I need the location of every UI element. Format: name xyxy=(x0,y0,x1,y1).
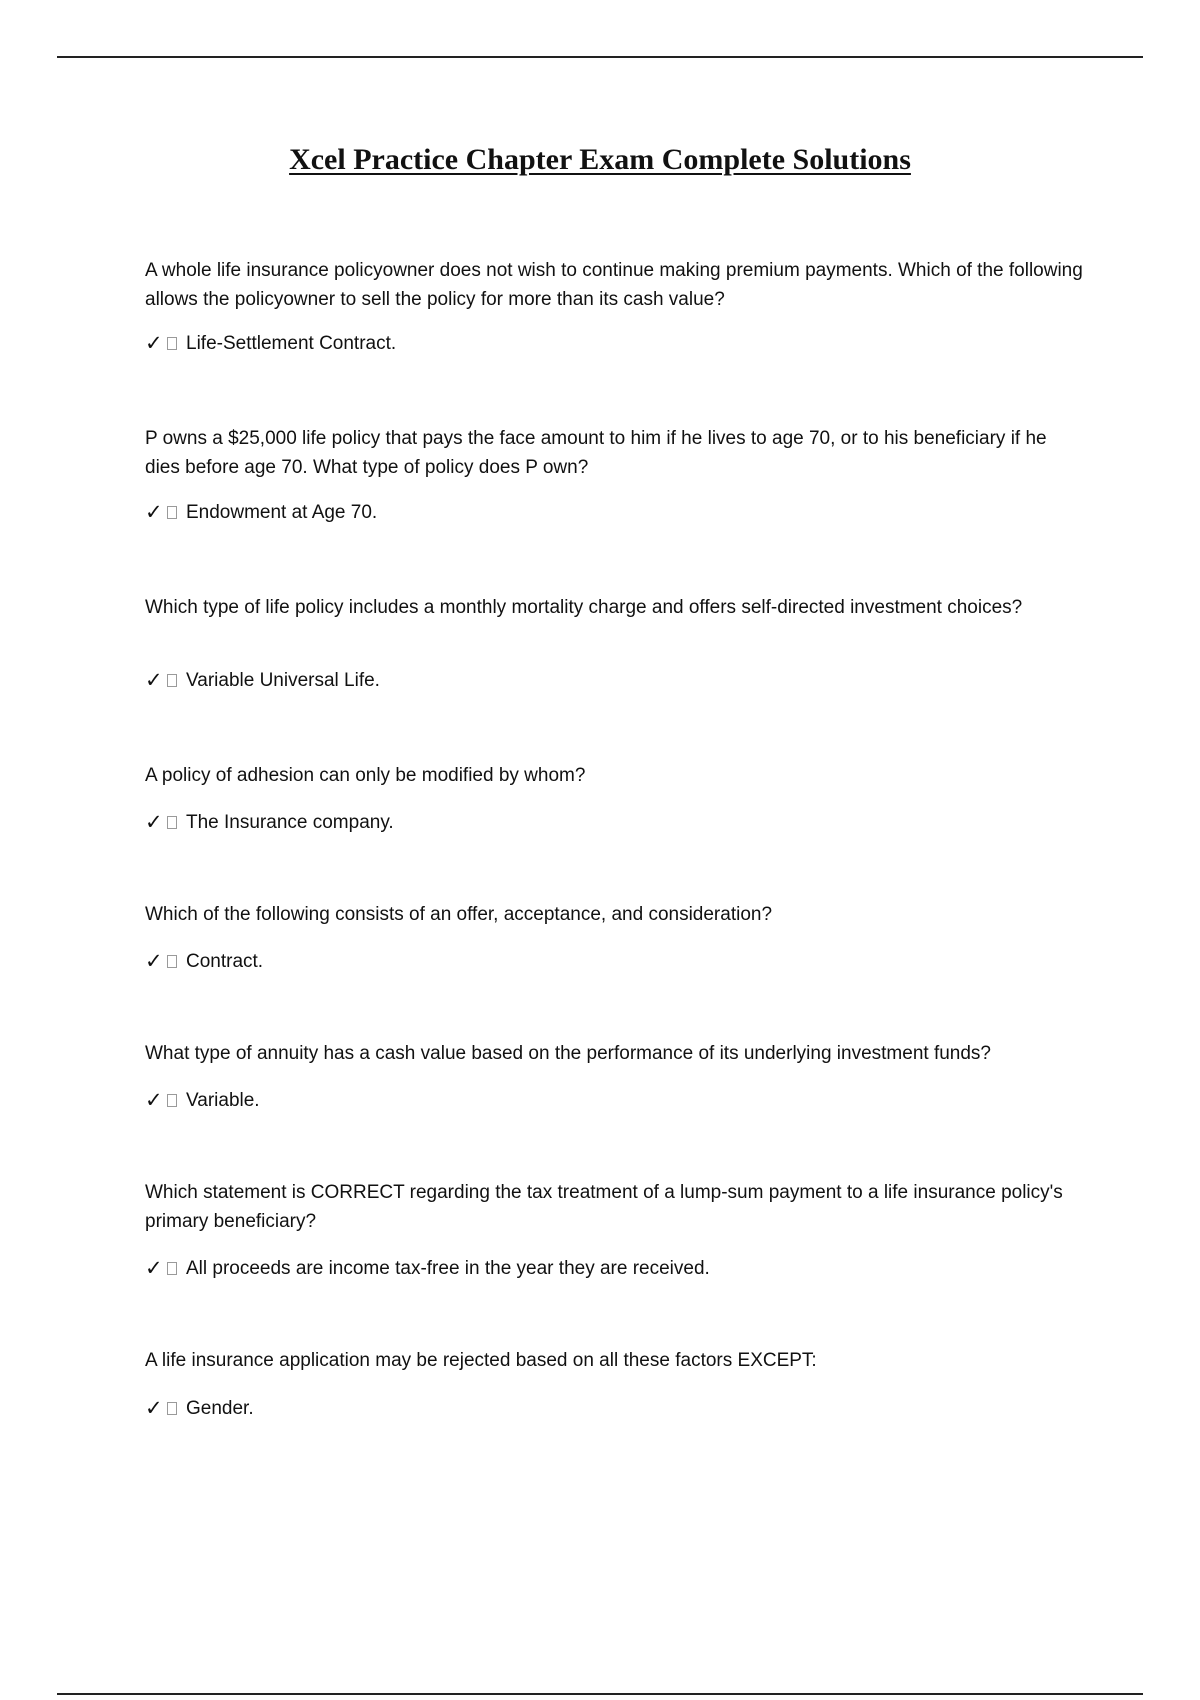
check-icon: ✓ xyxy=(145,950,163,973)
qa-item-5 xyxy=(145,900,1085,973)
qa-item-4 xyxy=(145,761,1085,834)
question-text: Which of the following consists of an offer, acceptance, and consideration? xyxy=(145,904,773,925)
answer-line xyxy=(145,808,394,837)
top-rule xyxy=(57,56,1143,58)
qa-item-6 xyxy=(145,1039,1085,1112)
answer-line xyxy=(145,329,396,358)
question-text: Which statement is CORRECT regarding the tax treatment of a lump-sum payment to a life insurance policy's primary beneficiary? xyxy=(145,1182,1063,1232)
question-text: A life insurance application may be rejected based on all these factors EXCEPT: xyxy=(145,1350,817,1371)
question-text: A whole life insurance policyowner does not wish to continue making premium payments. Which of the following allows the policyowner to sell the policy for more than its cash value? xyxy=(145,260,1083,310)
empty-box-icon xyxy=(167,816,177,829)
check-icon: ✓ xyxy=(145,332,163,355)
answer-line xyxy=(145,1254,710,1283)
qa-item-1 xyxy=(145,256,1085,355)
empty-box-icon xyxy=(167,1094,177,1107)
check-icon: ✓ xyxy=(145,1257,163,1280)
answer-text: Gender. xyxy=(186,1398,254,1419)
document-title: Xcel Practice Chapter Exam Complete Solutions xyxy=(289,143,911,176)
answer-line xyxy=(145,1086,260,1115)
qa-item-3 xyxy=(145,593,1085,692)
question-text: A policy of adhesion can only be modified by whom? xyxy=(145,765,586,786)
answer-text: The Insurance company. xyxy=(186,812,394,833)
check-icon: ✓ xyxy=(145,1397,163,1420)
empty-box-icon xyxy=(167,1402,177,1415)
empty-box-icon xyxy=(167,337,177,350)
qa-item-7 xyxy=(145,1178,1085,1280)
check-icon: ✓ xyxy=(145,501,163,524)
answer-text: Contract. xyxy=(186,951,264,972)
answer-line xyxy=(145,947,263,976)
answer-text: Life-Settlement Contract. xyxy=(186,333,397,354)
answer-line xyxy=(145,666,380,695)
question-text: What type of annuity has a cash value based on the performance of its underlying investment funds? xyxy=(145,1043,992,1064)
answer-line xyxy=(145,1394,254,1423)
empty-box-icon xyxy=(167,506,177,519)
qa-item-2 xyxy=(145,424,1085,524)
answer-text: Variable Universal Life. xyxy=(186,670,380,691)
answer-text: Variable. xyxy=(186,1090,260,1111)
bottom-rule xyxy=(57,1693,1143,1695)
question-text: Which type of life policy includes a monthly mortality charge and offers self-directed investment choices? xyxy=(145,597,1023,618)
empty-box-icon xyxy=(167,674,177,687)
check-icon: ✓ xyxy=(145,811,163,834)
answer-text: All proceeds are income tax-free in the year they are received. xyxy=(186,1258,710,1279)
answer-text: Endowment at Age 70. xyxy=(186,502,378,523)
answer-line xyxy=(145,498,377,527)
question-text: P owns a $25,000 life policy that pays the face amount to him if he lives to age 70, or to his beneficiary if he dies before age 70. What type of policy does P own? xyxy=(145,428,1047,478)
empty-box-icon xyxy=(167,1262,177,1275)
empty-box-icon xyxy=(167,955,177,968)
check-icon: ✓ xyxy=(145,669,163,692)
check-icon: ✓ xyxy=(145,1089,163,1112)
qa-item-8 xyxy=(145,1346,1085,1420)
